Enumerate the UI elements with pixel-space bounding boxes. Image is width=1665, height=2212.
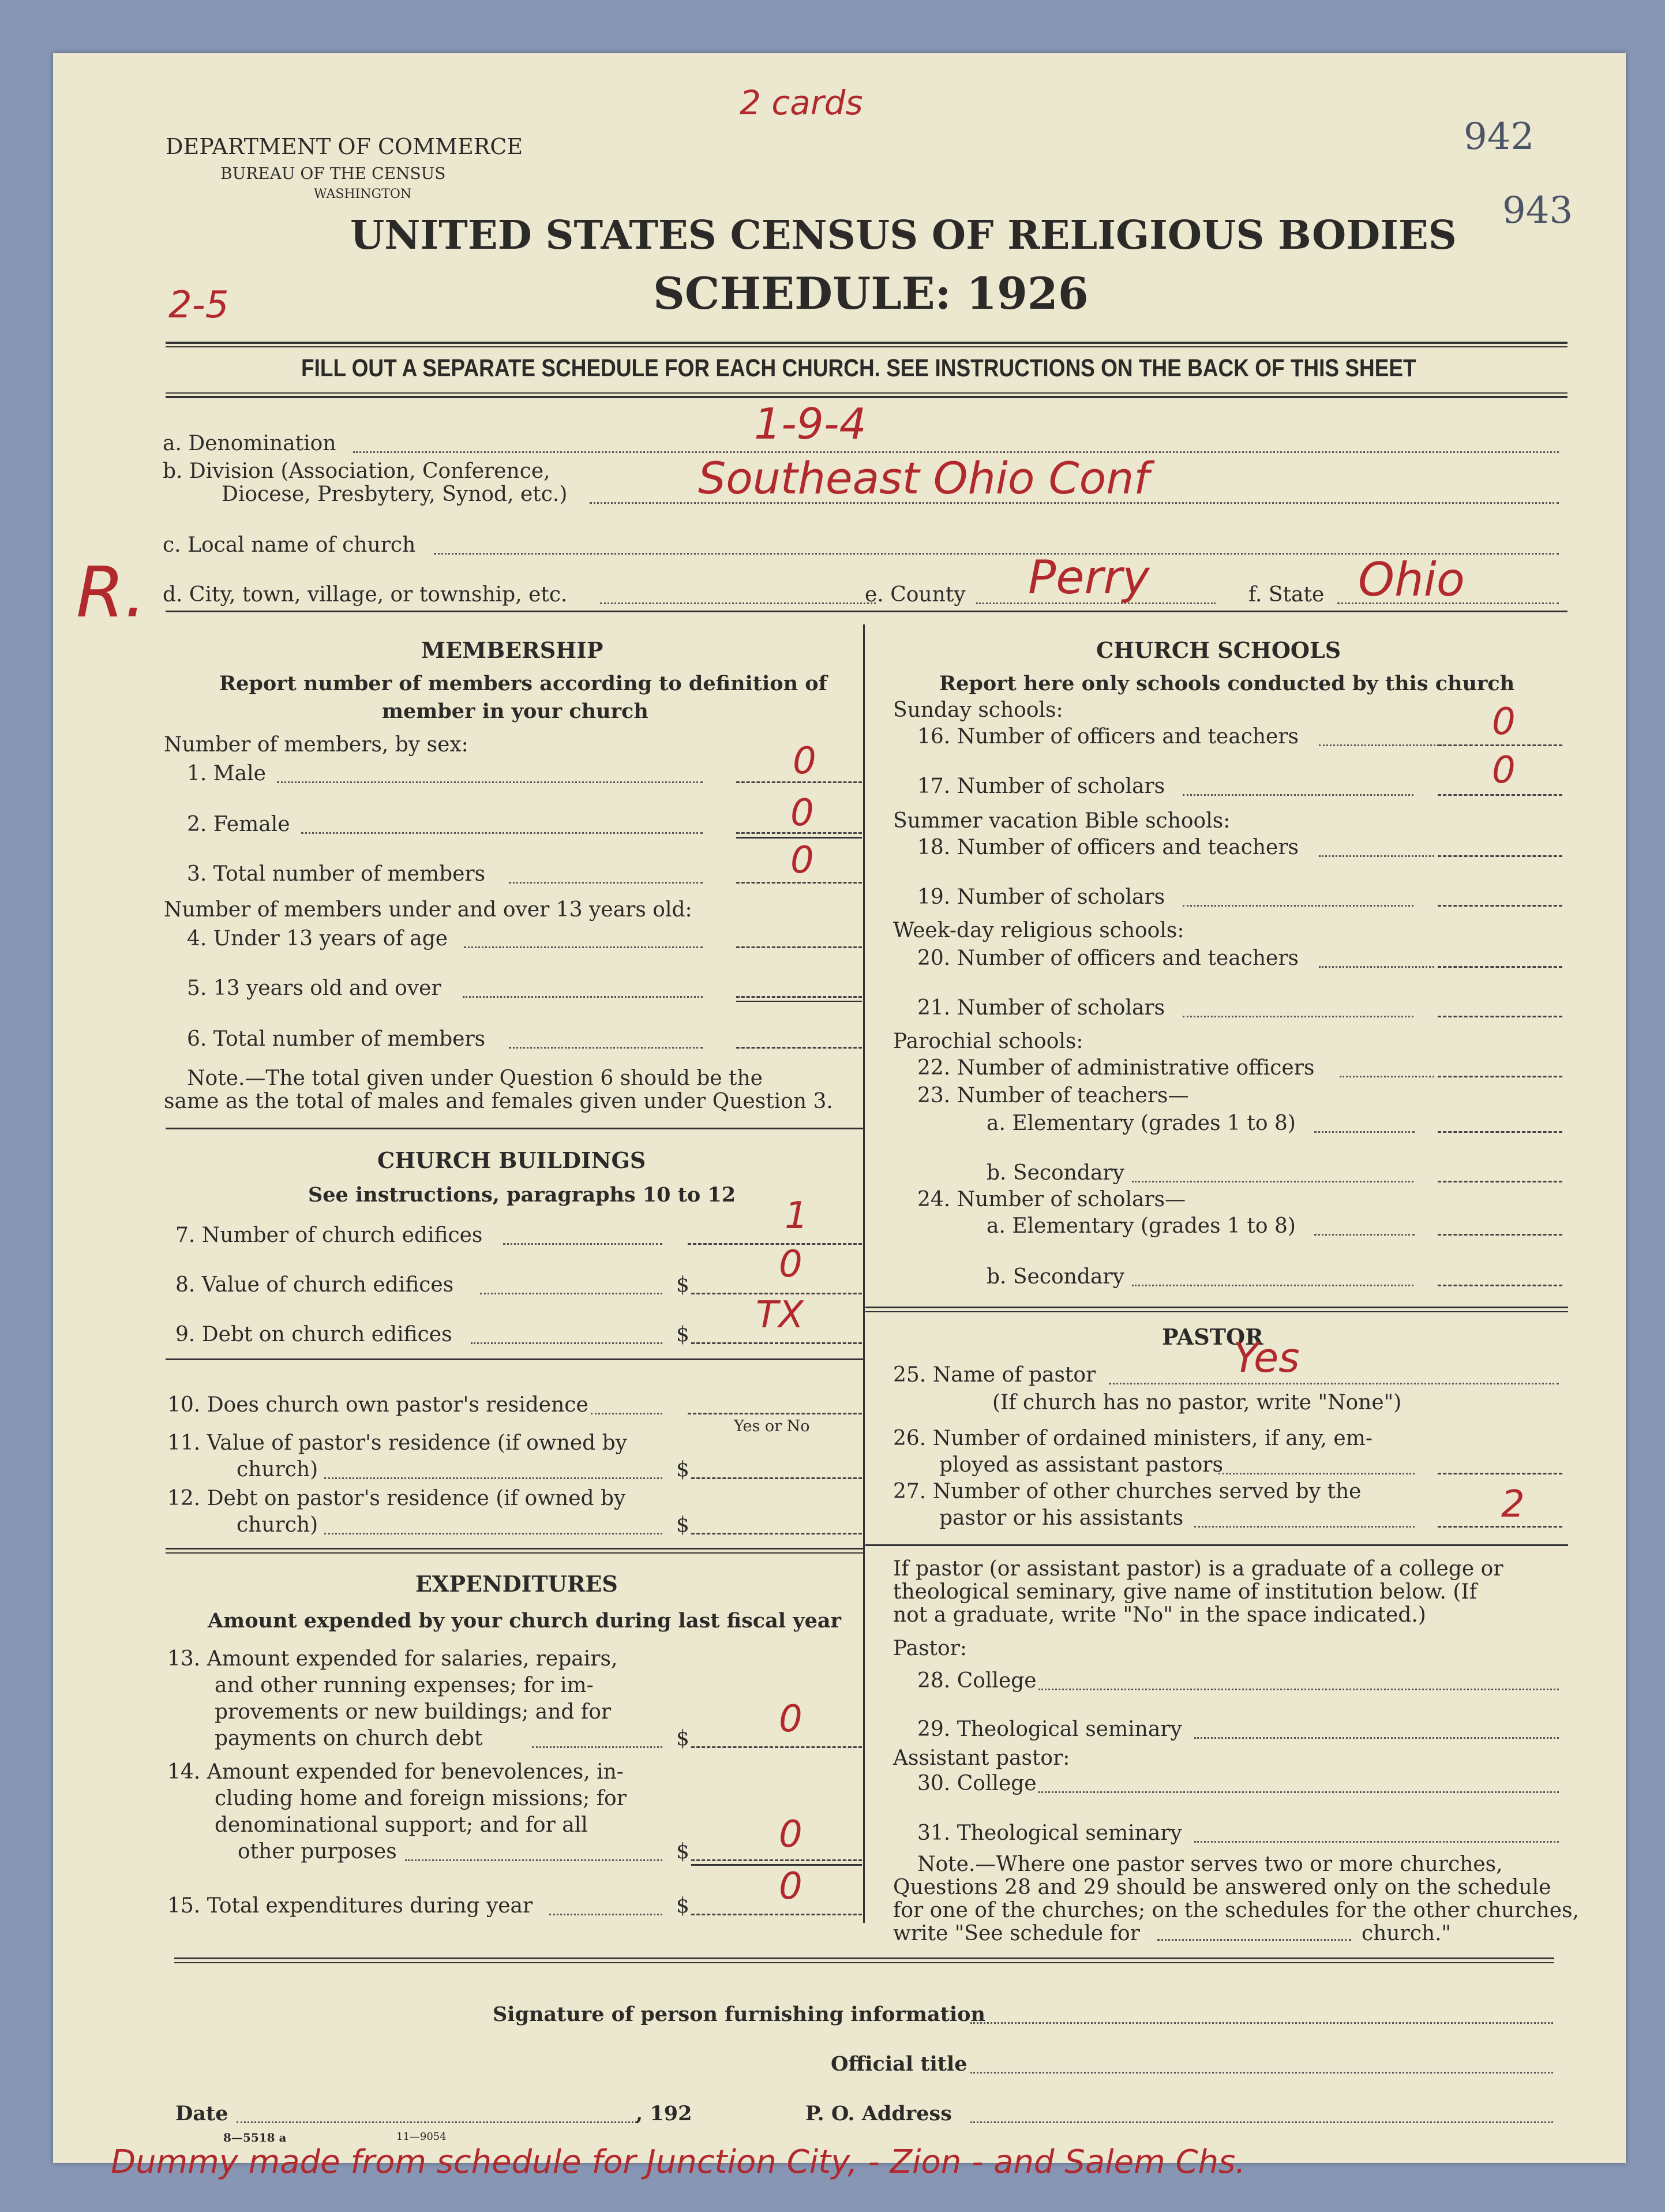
q6-label: 6. Total number of members [187, 1027, 486, 1051]
q22-field[interactable] [1438, 1076, 1562, 1077]
q30-field[interactable] [1038, 1791, 1559, 1793]
pastor-note-line4b: church." [1362, 1922, 1452, 1945]
q23b-field[interactable] [1438, 1181, 1562, 1182]
q14-line3: denominational support; and for all [215, 1813, 588, 1837]
q2-female-value: 0 [790, 792, 814, 834]
q26-label-line1: 26. Number of ordained ministers, if any, em- [893, 1427, 1372, 1450]
expenditures-heading: EXPENDITURES [415, 1571, 618, 1597]
center-divider [863, 624, 865, 1923]
q23a-field[interactable] [1438, 1131, 1562, 1133]
q10-leader [591, 1413, 662, 1414]
q8-leader [480, 1293, 662, 1294]
q24b-leader [1132, 1285, 1413, 1286]
q11-field[interactable] [691, 1477, 862, 1479]
q20-label: 20. Number of officers and teachers [917, 946, 1299, 970]
q13-dollar: $ [676, 1727, 689, 1750]
graduate-text-line3: not a graduate, write "No" in the space indicated.) [893, 1603, 1426, 1627]
q5-underline [736, 1001, 862, 1002]
q23b-label: b. Secondary [987, 1161, 1124, 1185]
division-value: Southeast Ohio Conf [698, 452, 1150, 504]
q3-leader [509, 882, 703, 884]
q5-field[interactable] [736, 996, 862, 998]
margin-mark: R. [76, 553, 147, 633]
pastor-note-line3: for one of the churches; on the schedules for the other churches, [893, 1899, 1579, 1922]
q19-label: 19. Number of scholars [917, 885, 1165, 909]
q24a-field[interactable] [1438, 1234, 1562, 1236]
assistant-pastor-sublabel: Assistant pastor: [893, 1746, 1070, 1770]
q18-field[interactable] [1438, 855, 1562, 857]
q14-underline [691, 1864, 862, 1866]
q28-field[interactable] [1038, 1689, 1559, 1690]
q16-value: 0 [1492, 701, 1516, 743]
q7-field[interactable] [688, 1243, 862, 1245]
footer-rule [174, 1958, 1554, 1959]
instruction-banner: FILL OUT A SEPARATE SCHEDULE FOR EACH CHURCH. SEE INSTRUCTIONS ON THE BACK OF THIS SHEET [301, 354, 1416, 382]
q22-leader [1340, 1076, 1434, 1077]
pastor-note-line4a: write "See schedule for [893, 1922, 1140, 1945]
stamp-number-943: 943 [1502, 189, 1573, 232]
bureau-label: BUREAU OF THE CENSUS [220, 164, 446, 183]
q27-label-line1: 27. Number of other churches served by the [893, 1480, 1362, 1503]
q13-line3: provements or new buildings; and for [215, 1700, 612, 1724]
county-label: e. County [865, 583, 966, 607]
q21-label: 21. Number of scholars [917, 996, 1165, 1020]
header-rule-bottom-thin [166, 392, 1567, 394]
q4-field[interactable] [736, 946, 862, 948]
q14-dollar: $ [676, 1840, 689, 1863]
q29-label: 29. Theological seminary [917, 1717, 1182, 1741]
expenditures-subheading: Amount expended by your church during last fiscal year [208, 1609, 841, 1633]
local-name-label: c. Local name of church [163, 533, 416, 557]
membership-subheading-line1: Report number of members according to definition of [219, 672, 827, 695]
state-label: f. State [1248, 583, 1325, 607]
q16-field[interactable] [1438, 744, 1562, 746]
fields-rule [166, 611, 1567, 612]
q18-label: 18. Number of officers and teachers [917, 836, 1299, 859]
q22-label: 22. Number of administrative officers [917, 1056, 1315, 1080]
q25-label: 25. Name of pastor [893, 1363, 1096, 1387]
date-year-suffix: , 192 [636, 2102, 692, 2125]
q24-label: 24. Number of scholars— [917, 1188, 1186, 1211]
q12-label-line2: church) [237, 1513, 318, 1537]
q9-leader [471, 1342, 662, 1344]
q6-field[interactable] [736, 1047, 862, 1049]
yes-no-hint: Yes or No [734, 1417, 810, 1435]
under-over-label: Number of members under and over 13 years old: [164, 898, 692, 922]
q9-field[interactable] [691, 1342, 862, 1344]
q13-field[interactable] [691, 1746, 862, 1748]
left-handwritten-note: 2-5 [168, 284, 229, 327]
members-by-sex-label: Number of members, by sex: [164, 733, 468, 757]
q19-field[interactable] [1438, 905, 1562, 907]
q25-note: (If church has no pastor, write "None") [992, 1391, 1402, 1414]
q5-label: 5. 13 years old and over [187, 976, 441, 1000]
q31-label: 31. Theological seminary [917, 1821, 1182, 1845]
date-field[interactable] [237, 2121, 637, 2123]
census-schedule-page [53, 53, 1626, 2181]
pastor-note-line2: Questions 28 and 29 should be answered only on the schedule [893, 1876, 1551, 1899]
q2-female-label: 2. Female [187, 813, 290, 836]
department-label: DEPARTMENT OF COMMERCE [166, 134, 523, 159]
buildings-heading: CHURCH BUILDINGS [377, 1147, 646, 1173]
q15-field[interactable] [691, 1914, 862, 1915]
denomination-value: 1-9-4 [754, 399, 867, 449]
county-value: Perry [1028, 551, 1150, 604]
official-title-field[interactable] [970, 2072, 1553, 2073]
header-rule-top-thin [166, 346, 1567, 347]
q21-leader [1183, 1016, 1413, 1017]
city-label: WASHINGTON [314, 187, 412, 201]
q1-leader [277, 781, 703, 783]
q17-leader [1183, 794, 1413, 796]
q17-label: 17. Number of scholars [917, 774, 1165, 798]
q23a-label: a. Elementary (grades 1 to 8) [987, 1111, 1296, 1135]
residence-rule [166, 1548, 863, 1549]
division-label-line1: b. Division (Association, Conference, [163, 459, 550, 483]
q26-field[interactable] [1438, 1473, 1562, 1474]
q4-leader [464, 946, 703, 948]
q11-label-line2: church) [237, 1458, 318, 1481]
q8-label: 8. Value of church edifices [175, 1273, 454, 1297]
q13-leader [532, 1746, 662, 1748]
q24a-label: a. Elementary (grades 1 to 8) [987, 1214, 1296, 1238]
schools-subheading: Report here only schools conducted by this church [939, 672, 1515, 695]
q23-label: 23. Number of teachers— [917, 1084, 1189, 1107]
header-rule-top [166, 342, 1567, 344]
q24b-field[interactable] [1438, 1285, 1562, 1286]
q27-value: 2 [1501, 1483, 1525, 1526]
schools-rule [865, 1307, 1568, 1308]
q30-label: 30. College [917, 1772, 1037, 1795]
footer-rule-thin [174, 1962, 1554, 1963]
pastor-name-value: Yes [1233, 1334, 1300, 1382]
see-schedule-field[interactable] [1157, 1939, 1351, 1941]
form-title: UNITED STATES CENSUS OF RELIGIOUS BODIES [350, 212, 1457, 259]
q12-field[interactable] [691, 1533, 862, 1534]
q3-total-label: 3. Total number of members [187, 862, 486, 886]
q20-field[interactable] [1438, 966, 1562, 968]
date-label: Date [175, 2102, 228, 2125]
q13-value: 0 [779, 1698, 802, 1741]
q8-value: 0 [779, 1243, 802, 1286]
po-address-field[interactable] [970, 2121, 1553, 2123]
division-label-line2: Diocese, Presbytery, Synod, etc.) [222, 482, 568, 506]
q13-line2: and other running expenses; for im- [215, 1674, 594, 1697]
q12-label-line1: 12. Debt on pastor's residence (if owned by [167, 1487, 626, 1510]
q5-leader [463, 996, 703, 998]
q9-dollar: $ [676, 1323, 689, 1346]
q6-leader [509, 1047, 703, 1049]
signature-label: Signature of person furnishing information [493, 2003, 985, 2026]
q11-label-line1: 11. Value of pastor's residence (if owned by [167, 1431, 628, 1455]
q3-total-value: 0 [790, 839, 814, 882]
q15-dollar: $ [676, 1894, 689, 1918]
graduate-text-line1: If pastor (or assistant pastor) is a graduate of a college or [893, 1557, 1503, 1581]
buildings-subheading: See instructions, paragraphs 10 to 12 [308, 1183, 736, 1207]
q28-label: 28. College [917, 1669, 1037, 1693]
membership-subheading-line2: member in your church [382, 699, 648, 723]
summer-schools-label: Summer vacation Bible schools: [893, 809, 1231, 833]
q14-leader [405, 1859, 662, 1861]
city-town-label: d. City, town, village, or township, etc. [163, 583, 568, 607]
form-number: 8—5518 a [223, 2131, 287, 2144]
weekday-schools-label: Week-day religious schools: [893, 919, 1184, 942]
q11-dollar: $ [676, 1458, 689, 1481]
sunday-schools-label: Sunday schools: [893, 698, 1063, 722]
schedule-title: SCHEDULE: 1926 [653, 268, 1089, 319]
q24a-leader [1314, 1234, 1415, 1236]
q14-value: 0 [779, 1813, 802, 1856]
q31-field[interactable] [1194, 1841, 1559, 1843]
q27-label-line2: pastor or his assistants [939, 1506, 1184, 1530]
q21-field[interactable] [1438, 1016, 1562, 1017]
pastor-sublabel: Pastor: [893, 1637, 967, 1660]
print-number: 11—9054 [396, 2131, 447, 2143]
q12-dollar: $ [676, 1513, 689, 1537]
q1-male-label: 1. Male [187, 762, 266, 785]
q11-leader [324, 1477, 662, 1479]
q24b-label: b. Secondary [987, 1265, 1124, 1289]
q20-leader [1319, 966, 1434, 968]
signature-field[interactable] [970, 2022, 1553, 2024]
q17-value: 0 [1492, 749, 1516, 792]
schools-heading: CHURCH SCHOOLS [1096, 637, 1341, 663]
q15-leader [549, 1914, 662, 1915]
bottom-handwritten-note: Dummy made from schedule for Junction City, - Zion - and Salem Chs. [111, 2143, 1246, 2181]
po-address-label: P. O. Address [805, 2102, 952, 2125]
q3-total-field[interactable] [736, 882, 862, 884]
q7-leader [503, 1243, 662, 1245]
q10-label: 10. Does church own pastor's residence [167, 1393, 588, 1417]
q16-leader [1319, 744, 1446, 746]
q26-label-line2: ployed as assistant pastors [939, 1453, 1223, 1477]
city-town-field[interactable] [600, 602, 876, 604]
q7-label: 7. Number of church edifices [175, 1223, 483, 1247]
parochial-schools-label: Parochial schools: [893, 1030, 1083, 1053]
stamp-number-942: 942 [1464, 115, 1535, 158]
membership-note-line2: same as the total of males and females given under Question 3. [164, 1090, 833, 1113]
q16-label: 16. Number of officers and teachers [917, 725, 1299, 748]
q7-value: 1 [785, 1195, 808, 1237]
pastor-note-line1: Note.—Where one pastor serves two or more churches, [917, 1852, 1503, 1876]
q23b-leader [1132, 1181, 1413, 1182]
q9-value: TX [756, 1294, 804, 1337]
q10-field[interactable] [688, 1413, 862, 1414]
q15-label: 15. Total expenditures during year [167, 1894, 533, 1918]
q13-line1: 13. Amount expended for salaries, repairs, [167, 1647, 618, 1671]
q1-male-value: 0 [793, 740, 816, 783]
q14-line1: 14. Amount expended for benevolences, in- [167, 1760, 624, 1784]
membership-note-line1: Note.—The total given under Question 6 should be the [187, 1066, 763, 1090]
q18-leader [1319, 855, 1434, 857]
q14-line4: other purposes [238, 1840, 397, 1863]
q27-field[interactable] [1438, 1526, 1562, 1528]
header-rule-bottom [166, 396, 1567, 398]
official-title-label: Official title [831, 2052, 967, 2076]
q15-value: 0 [779, 1865, 802, 1908]
q14-line2: cluding home and foreign missions; for [215, 1787, 627, 1810]
q27-leader [1194, 1526, 1415, 1528]
membership-rule [166, 1128, 863, 1129]
q8-dollar: $ [676, 1273, 689, 1297]
residence-rule-thin [166, 1552, 863, 1554]
q17-field[interactable] [1438, 794, 1562, 796]
pastor-name-field[interactable] [1109, 1383, 1559, 1384]
state-value: Ohio [1358, 553, 1465, 607]
q13-line4: payments on church debt [215, 1727, 483, 1750]
q2-underline [736, 837, 862, 839]
q14-field[interactable] [691, 1859, 862, 1861]
pastor-heading: PASTOR [1162, 1324, 1263, 1350]
q12-leader [324, 1533, 662, 1534]
q26-leader [1218, 1473, 1415, 1474]
q4-label: 4. Under 13 years of age [187, 927, 448, 950]
schools-rule-thin [865, 1311, 1568, 1312]
graduate-text-line2: theological seminary, give name of institution below. (If [893, 1580, 1477, 1604]
top-handwritten-note: 2 cards [740, 83, 863, 122]
q9-label: 9. Debt on church edifices [175, 1323, 452, 1346]
denomination-label: a. Denomination [163, 432, 336, 455]
pastor-rule [865, 1544, 1568, 1546]
q23a-leader [1314, 1131, 1415, 1133]
q2-leader [301, 832, 703, 834]
buildings-rule [166, 1358, 863, 1360]
q19-leader [1183, 905, 1413, 907]
membership-heading: MEMBERSHIP [421, 637, 603, 663]
q29-field[interactable] [1194, 1737, 1559, 1739]
